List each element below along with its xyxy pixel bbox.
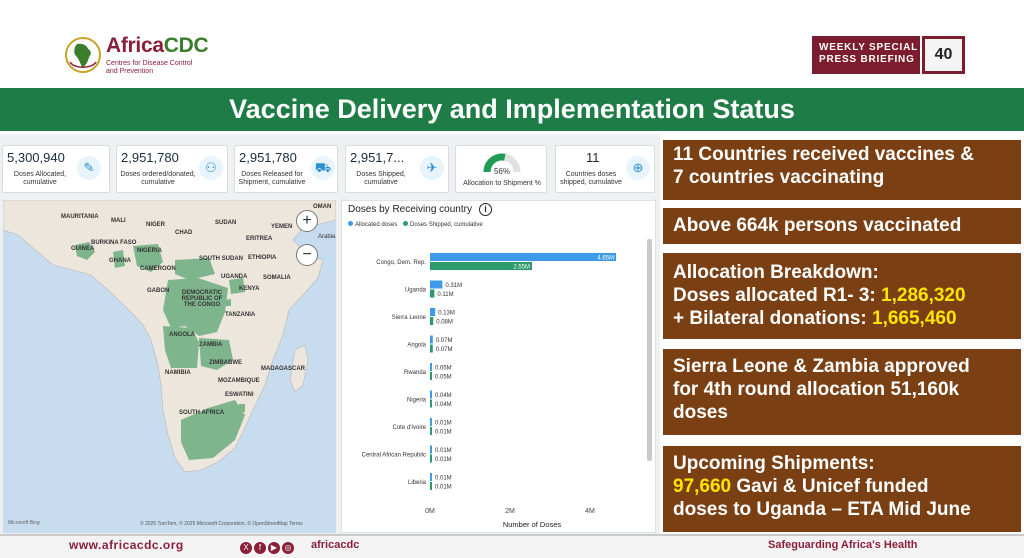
page-title: Vaccine Delivery and Implementation Status: [0, 88, 1024, 131]
legend-dot: [403, 221, 408, 226]
x-tick-label: 4M: [585, 508, 595, 515]
map-label: Arabia: [318, 234, 336, 240]
map-label: TANZANIA: [225, 312, 256, 318]
africa-map[interactable]: [3, 200, 336, 533]
kpi-value: 2,951,780: [121, 150, 179, 165]
kpi-label: Doses Released for Shipment, cumulative: [238, 171, 306, 186]
category-label: Congo, Dem. Rep.: [376, 260, 426, 266]
map-label: BURKINA FASO: [91, 240, 137, 246]
map-label: MOZAMBIQUE: [218, 378, 260, 384]
map-credit[interactable]: © 2025 TomTom, © 2025 Microsoft Corporation, © OpenStreetMap Terms: [140, 521, 303, 527]
data-label: 0.01M: [435, 484, 452, 491]
kpi-value: 5,300,940: [7, 150, 65, 165]
bar-allocated: [430, 281, 442, 289]
category-label: Sierra Leone: [391, 315, 426, 321]
map-label: NIGER: [146, 222, 166, 228]
map-label: ANGOLA: [169, 332, 195, 338]
data-label: 0.04M: [435, 402, 452, 408]
map-label: UGANDA: [221, 274, 248, 280]
kpi-label: Doses Shipped, cumulative: [356, 171, 406, 186]
map-label: MADAGASCAR: [261, 366, 305, 372]
kpi-doses-shipped[interactable]: [345, 145, 449, 193]
gauge-icon: [456, 148, 548, 182]
info-icon[interactable]: i: [479, 203, 492, 216]
map-label: GABON: [147, 288, 170, 294]
category-label: Rwanda: [403, 370, 426, 376]
kpi-doses-ordered[interactable]: [116, 145, 228, 193]
footer: [0, 536, 1024, 558]
data-label: 0.01M: [435, 457, 452, 463]
x-tick-label: 0M: [425, 508, 435, 515]
map-label: OMAN: [313, 204, 332, 210]
kpi-value: 11: [586, 150, 600, 165]
press-briefing-badge: [812, 36, 965, 74]
chart-legend: [348, 221, 483, 228]
data-label: 0.05M: [435, 365, 452, 372]
map-label: NIGERIA: [137, 248, 163, 254]
briefing-label: WEEKLY SPECIAL PRESS BRIEFING: [812, 36, 920, 74]
bar-shipped: [430, 290, 434, 298]
category-label: Angola: [407, 342, 426, 349]
bar-allocated: [430, 253, 616, 261]
kpi-value: 2,951,7...: [350, 150, 405, 165]
data-label: 0.01M: [435, 475, 452, 482]
bar-shipped: [430, 345, 433, 353]
x-axis-label: Number of Doses: [502, 520, 562, 529]
dashboard-panel: [0, 134, 660, 534]
map-label: CHAD: [175, 230, 193, 236]
map-label: GUINEA: [71, 246, 95, 252]
zoom-out-button[interactable]: −: [296, 244, 318, 266]
world-map-icon: ⊕: [626, 156, 650, 180]
data-label: 2.55M: [513, 264, 530, 271]
map-label: DEMOCRATIC REPUBLIC OF THE CONGO: [181, 290, 223, 308]
category-label: Liberia: [407, 480, 426, 486]
bar-chart-svg: [342, 201, 655, 532]
data-label: 0.07M: [435, 347, 453, 353]
category-label: Central African Republic: [361, 452, 426, 459]
zoom-in-button[interactable]: +: [296, 210, 318, 232]
map-label: ZIMBABWE: [209, 360, 242, 366]
data-label: 0.13M: [438, 310, 455, 317]
bar-allocated: [430, 473, 432, 481]
org-subtitle-2: and Prevention: [106, 68, 154, 75]
website-link[interactable]: www.africacdc.org: [69, 538, 184, 552]
bar-shipped: [430, 482, 432, 490]
microsoft-bing-logo: Microsoft Bing: [8, 520, 40, 526]
document-check-icon: ✎: [77, 156, 101, 180]
map-label: SUDAN: [215, 220, 237, 226]
info-box-allocation: Allocation Breakdown: Doses allocated R1- 3: 1,286,320 + Bilateral donations: 1,665,460: [663, 253, 1021, 339]
map-label: YEMEN: [271, 224, 293, 230]
chart-title: Doses by Receiving country: [348, 204, 472, 215]
social-icons: [240, 539, 296, 557]
data-label: 0.31M: [445, 283, 463, 289]
bar-shipped: [430, 400, 432, 408]
map-label: MALI: [111, 218, 126, 224]
org-subtitle-1: Centres for Disease Control: [106, 60, 193, 67]
data-label: 0.05M: [435, 374, 452, 381]
africa-cdc-logo: [64, 34, 214, 78]
map-label: ESWATINI: [225, 392, 254, 398]
tagline: Safeguarding Africa's Health: [768, 539, 918, 551]
category-label: Nigeria: [406, 397, 426, 404]
legend-label: Doses Shipped, cumulative: [410, 222, 483, 228]
chart-scrollbar[interactable]: [647, 239, 652, 461]
data-label: 0.01M: [435, 420, 452, 427]
bar-allocated: [430, 308, 435, 316]
bar-allocated: [430, 336, 433, 344]
map-label: ERITREA: [246, 236, 273, 242]
map-label: NAMIBIA: [165, 370, 191, 376]
bar-shipped: [430, 427, 432, 435]
map-label: GHANA: [109, 258, 131, 264]
map-label: SOUTH AFRICA: [179, 410, 225, 416]
map-label: SOUTH SUDAN: [199, 256, 244, 262]
map-label: ETHIOPIA: [248, 255, 277, 261]
kpi-label: Countries doses shipped, cumulative: [560, 171, 622, 186]
org-name: AfricaCDC: [106, 34, 209, 57]
gauge-value: 56%: [493, 167, 510, 176]
instagram-icon[interactable]: ◎: [282, 542, 294, 554]
map-country-eswatini: [239, 404, 245, 412]
bar-allocated: [430, 363, 432, 371]
handshake-icon: ⚇: [199, 156, 223, 180]
map-label: ZAMBIA: [199, 342, 223, 348]
info-box-countries: 11 Countries received vaccines & 7 countries vaccinating: [663, 140, 1021, 200]
map-label: KENYA: [239, 286, 260, 292]
kpi-value: 2,951,780: [239, 150, 297, 165]
kpi-label: Doses ordered/donated, cumulative: [120, 171, 196, 186]
legend-label: Allocated doses: [355, 222, 398, 228]
kpi-doses-released[interactable]: [234, 145, 338, 193]
doses-by-country-chart: [341, 200, 656, 533]
data-label: 0.01M: [435, 448, 452, 454]
africa-globe-icon: [64, 36, 102, 74]
kpi-label: Doses Allocated, cumulative: [13, 171, 67, 186]
x-icon[interactable]: X: [240, 542, 252, 554]
category-label: Cote d'Ivoire: [392, 425, 426, 431]
truck-icon: ⛟: [311, 156, 335, 180]
data-label: 0.01M: [435, 429, 452, 436]
map-label: SOMALIA: [263, 275, 291, 281]
bar-shipped: [430, 455, 432, 463]
info-box-vaccinated: Above 664k persons vaccinated: [663, 208, 1021, 244]
data-label: 4.65M: [597, 255, 614, 262]
x-tick-label: 2M: [505, 508, 515, 515]
info-box-upcoming-shipments: Upcoming Shipments: 97,660 Gavi & Unicef funded doses to Uganda – ETA Mid June: [663, 446, 1021, 532]
facebook-icon[interactable]: f: [254, 542, 266, 554]
kpi-doses-allocated[interactable]: [2, 145, 110, 193]
map-label: MAURITANIA: [61, 214, 99, 220]
kpi-label: Allocation to Shipment %: [463, 180, 541, 187]
info-box-4th-round: Sierra Leone & Zambia approved for 4th round allocation 51,160k doses: [663, 349, 1021, 435]
bar-shipped: [430, 317, 433, 325]
data-label: 0.11M: [437, 292, 454, 298]
social-handle[interactable]: africacdc: [311, 539, 360, 551]
data-label: 0.07M: [435, 338, 453, 344]
airplane-icon: ✈: [420, 156, 444, 180]
briefing-number: 40: [922, 36, 965, 74]
kpi-countries-shipped[interactable]: [555, 145, 655, 193]
data-label: 0.04M: [435, 393, 452, 399]
bar-allocated: [430, 391, 432, 399]
bar-shipped: [430, 372, 432, 380]
legend-dot: [348, 221, 353, 226]
bar-allocated: [430, 446, 432, 454]
category-label: Uganda: [404, 287, 426, 294]
map-label: CAMEROON: [140, 266, 176, 272]
youtube-icon[interactable]: ▶: [268, 542, 280, 554]
kpi-allocation-to-shipment[interactable]: [455, 145, 547, 193]
bar-allocated: [430, 418, 432, 426]
data-label: 0.08M: [436, 319, 453, 326]
map-country-rwanda: [225, 299, 231, 306]
